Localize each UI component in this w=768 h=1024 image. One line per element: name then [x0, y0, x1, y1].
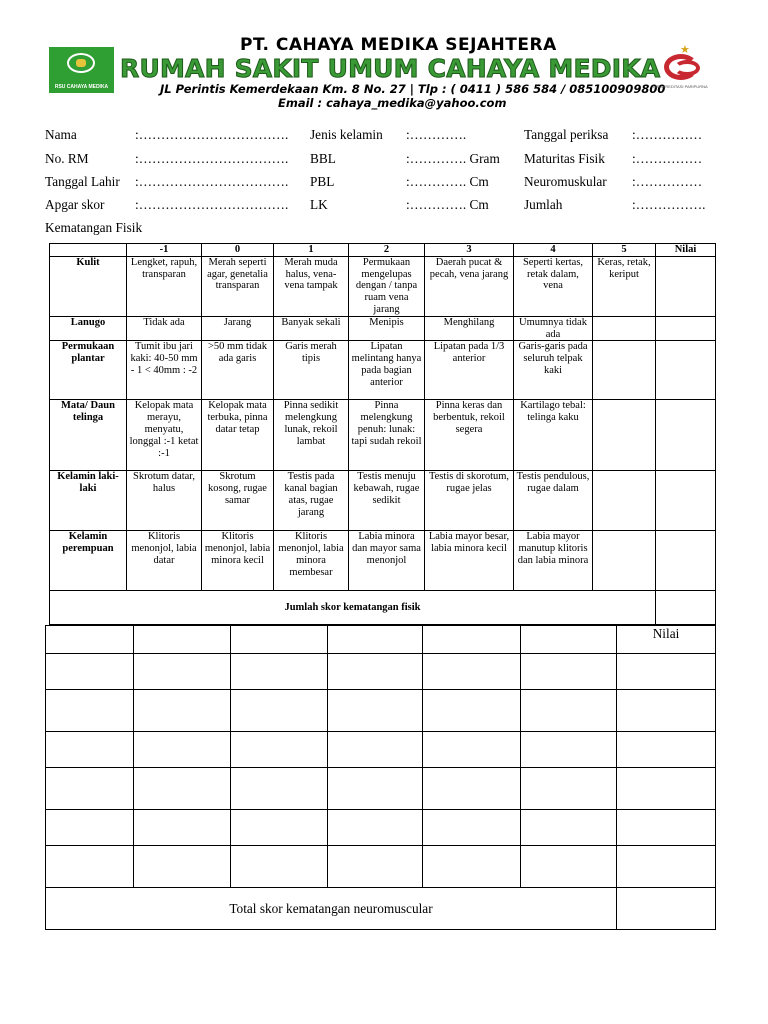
label-pbl: PBL	[310, 174, 335, 189]
label-maturitas-fisik: Maturitas Fisik	[524, 151, 605, 166]
label-nama: Nama	[45, 127, 77, 142]
table-row	[50, 256, 716, 316]
header-cell: 5	[593, 244, 656, 257]
score-cell[interactable]	[656, 531, 716, 591]
table-cell	[521, 626, 617, 654]
label-jenis-kelamin: Jenis kelamin	[310, 127, 383, 142]
accreditation-tag: TERAKREDITASI PARIPURNA	[652, 84, 708, 89]
table-row	[50, 316, 716, 341]
table-cell: Lipatan melintang hanya pada bagian anterior	[349, 341, 425, 400]
field-no-rm[interactable]: :…………………………….	[135, 151, 289, 166]
label-neuromuskular: Neuromuskular	[524, 174, 607, 189]
table-cell: Skrotum kosong, rugae samar	[202, 471, 274, 531]
table-cell: Umumnya tidak ada	[514, 316, 593, 341]
hospital-email: Email : cahaya_medika@yahoo.com	[278, 96, 507, 110]
table-cell	[593, 316, 656, 341]
table-cell	[134, 810, 231, 846]
table-cell	[521, 732, 617, 768]
header-cell: Nilai	[656, 244, 716, 257]
table-cell: Lengket, rapuh, transparan	[127, 256, 202, 316]
score-cell[interactable]	[617, 810, 716, 846]
total-row	[46, 888, 716, 930]
table-row	[50, 471, 716, 531]
field-tanggal-periksa[interactable]: :……………	[632, 127, 703, 142]
table-cell	[521, 768, 617, 810]
label-tanggal-periksa: Tanggal periksa	[524, 127, 609, 142]
table-cell	[328, 810, 423, 846]
table-cell: Tidak ada	[127, 316, 202, 341]
table-cell	[593, 400, 656, 471]
header-cell	[50, 244, 127, 257]
score-cell[interactable]	[656, 400, 716, 471]
label-bbl: BBL	[310, 151, 336, 166]
table-cell: Lipatan pada 1/3 anterior	[425, 341, 514, 400]
table-row	[46, 690, 716, 732]
accreditation-logo	[652, 44, 718, 94]
field-jumlah[interactable]: :…………….	[632, 197, 706, 212]
table-cell: Menipis	[349, 316, 425, 341]
score-cell[interactable]	[656, 341, 716, 400]
header-cell: 0	[202, 244, 274, 257]
label-no-rm: No. RM	[45, 151, 89, 166]
table-cell	[593, 471, 656, 531]
emblem-icon	[67, 53, 95, 73]
table-row	[46, 846, 716, 888]
header-cell: 3	[425, 244, 514, 257]
table-cell: Skrotum datar, halus	[127, 471, 202, 531]
table-cell	[423, 626, 521, 654]
total-neuromuscular-label: Total skor kematangan neuromuscular	[46, 888, 617, 930]
total-physical-score[interactable]	[656, 591, 716, 625]
table-cell: Testis di skorotum, rugae jelas	[425, 471, 514, 531]
field-nama[interactable]: :…………………………….	[135, 127, 289, 142]
field-jenis-kelamin[interactable]: :………….	[406, 127, 467, 142]
table-cell	[231, 768, 328, 810]
physical-maturity-table	[49, 243, 716, 625]
table-cell	[46, 654, 134, 690]
table-cell: Seperti kertas, retak dalam, vena	[514, 256, 593, 316]
table-cell	[46, 732, 134, 768]
table-cell: Testis pendulous, rugae dalam	[514, 471, 593, 531]
table-cell	[521, 690, 617, 732]
table-cell: Garis-garis pada seluruh telpak kaki	[514, 341, 593, 400]
score-cell[interactable]	[617, 690, 716, 732]
label-jumlah: Jumlah	[524, 197, 563, 212]
field-lk[interactable]: :…………. Cm	[406, 197, 489, 212]
table-cell	[328, 690, 423, 732]
header-cell: -1	[127, 244, 202, 257]
label-tanggal-lahir: Tanggal Lahir	[45, 174, 120, 189]
total-neuromuscular-score[interactable]	[617, 888, 716, 930]
table-cell	[231, 626, 328, 654]
table-cell: Jarang	[202, 316, 274, 341]
score-cell[interactable]	[617, 768, 716, 810]
table-cell	[134, 846, 231, 888]
field-neuromuskular[interactable]: :……………	[632, 174, 703, 189]
field-pbl[interactable]: :…………. Cm	[406, 174, 489, 189]
score-cell[interactable]	[656, 256, 716, 316]
table-cell	[423, 654, 521, 690]
table-cell	[593, 341, 656, 400]
table-cell: Tumit ibu jari kaki: 40-50 mm - 1 < 40mm : -2	[127, 341, 202, 400]
table-cell	[328, 626, 423, 654]
table-cell: Keras, retak, keriput	[593, 256, 656, 316]
header-cell: 4	[514, 244, 593, 257]
table-cell: Merah muda halus, vena-vena tampak	[274, 256, 349, 316]
hospital-address: JL Perintis Kemerdekaan Km. 8 No. 27 | Tlp : ( 0411 ) 586 584 / 085100909800	[160, 82, 666, 96]
score-cell[interactable]	[617, 654, 716, 690]
table-cell: Labia mayor manutup klitoris dan labia minora	[514, 531, 593, 591]
table-cell: Pinna sedikit melengkung lunak, rekoil lambat	[274, 400, 349, 471]
table-cell	[231, 810, 328, 846]
table-cell	[46, 768, 134, 810]
table-cell: Klitoris menonjol, labia minora membesar	[274, 531, 349, 591]
score-cell[interactable]	[656, 471, 716, 531]
table-row	[46, 810, 716, 846]
table-cell: Labia mayor besar, labia minora kecil	[425, 531, 514, 591]
nilai-header: Nilai	[617, 626, 716, 654]
table-cell	[423, 690, 521, 732]
table-cell	[521, 846, 617, 888]
company-name: PT. CAHAYA MEDIKA SEJAHTERA	[240, 35, 557, 55]
table-cell: Kelopak mata terbuka, pinna datar tetap	[202, 400, 274, 471]
score-cell[interactable]	[617, 732, 716, 768]
section-title: Kematangan Fisik	[45, 220, 143, 235]
table-cell: Klitoris menonjol, labia minora kecil	[202, 531, 274, 591]
table-cell	[231, 846, 328, 888]
table-cell	[46, 810, 134, 846]
header-cell: 2	[349, 244, 425, 257]
hospital-name: RUMAH SAKIT UMUM CAHAYA MEDIKA	[120, 54, 661, 83]
table-cell	[423, 810, 521, 846]
table-cell: Pinna melengkung penuh: lunak: tapi sudah rekoil	[349, 400, 425, 471]
table-row	[50, 400, 716, 471]
table-cell: Kartilago tebal: telinga kaku	[514, 400, 593, 471]
table-cell	[328, 732, 423, 768]
table-cell	[231, 732, 328, 768]
table-cell: >50 mm tidak ada garis	[202, 341, 274, 400]
table-cell	[521, 654, 617, 690]
row-label: Kelamin perempuan	[50, 531, 127, 591]
field-apgar-skor[interactable]: :…………………………….	[135, 197, 289, 212]
table-cell: Merah seperti agar, genetalia transparan	[202, 256, 274, 316]
row-label: Lanugo	[50, 316, 127, 341]
table-cell	[134, 626, 231, 654]
table-cell	[328, 846, 423, 888]
table-cell: Labia minora dan mayor sama menonjol	[349, 531, 425, 591]
table-cell	[593, 531, 656, 591]
logo-left-text: RSU CAHAYA MEDIKA	[54, 84, 109, 90]
table-cell	[423, 732, 521, 768]
table-cell	[423, 768, 521, 810]
table-cell: Permukaan mengelupas dengan / tanpa ruam vena jarang	[349, 256, 425, 316]
hospital-logo-left	[49, 47, 114, 93]
table-cell	[46, 626, 134, 654]
table-cell: Klitoris menonjol, labia datar	[127, 531, 202, 591]
table-cell	[231, 654, 328, 690]
row-label: Permukaan plantar	[50, 341, 127, 400]
table-row	[46, 768, 716, 810]
neuromuscular-table	[45, 625, 716, 930]
table-cell: Menghilang	[425, 316, 514, 341]
table-row	[50, 531, 716, 591]
table-cell: Garis merah tipis	[274, 341, 349, 400]
table-cell	[134, 768, 231, 810]
table-header-row	[50, 244, 716, 257]
table-cell: Testis pada kanal bagian atas, rugae jarang	[274, 471, 349, 531]
star-icon: ★	[680, 44, 690, 56]
score-cell[interactable]	[617, 846, 716, 888]
table-cell	[134, 654, 231, 690]
label-lk: LK	[310, 197, 328, 212]
table-cell: Kelopak mata merayu, menyatu, longgal :-1 ketat :-1	[127, 400, 202, 471]
field-tanggal-lahir[interactable]: :…………………………….	[135, 174, 289, 189]
table-cell	[231, 690, 328, 732]
total-row	[50, 591, 716, 625]
row-label: Kelamin laki-laki	[50, 471, 127, 531]
row-label: Mata/ Daun telinga	[50, 400, 127, 471]
table-cell: Testis menuju kebawah, rugae sedikit	[349, 471, 425, 531]
table-cell	[134, 732, 231, 768]
table-row	[46, 626, 716, 654]
table-row	[50, 341, 716, 400]
table-cell	[328, 654, 423, 690]
table-cell	[328, 768, 423, 810]
table-row	[46, 732, 716, 768]
table-cell: Daerah pucat & pecah, vena jarang	[425, 256, 514, 316]
table-cell	[521, 810, 617, 846]
total-physical-label: Jumlah skor kematangan fisik	[50, 591, 656, 625]
score-cell[interactable]	[656, 316, 716, 341]
table-cell	[46, 690, 134, 732]
table-cell	[423, 846, 521, 888]
table-cell	[134, 690, 231, 732]
row-label: Kulit	[50, 256, 127, 316]
table-row	[46, 654, 716, 690]
header-cell: 1	[274, 244, 349, 257]
label-apgar-skor: Apgar skor	[45, 197, 105, 212]
field-maturitas-fisik[interactable]: :……………	[632, 151, 703, 166]
table-cell: Banyak sekali	[274, 316, 349, 341]
field-bbl[interactable]: :…………. Gram	[406, 151, 500, 166]
table-cell: Pinna keras dan berbentuk, rekoil segera	[425, 400, 514, 471]
table-cell	[46, 846, 134, 888]
